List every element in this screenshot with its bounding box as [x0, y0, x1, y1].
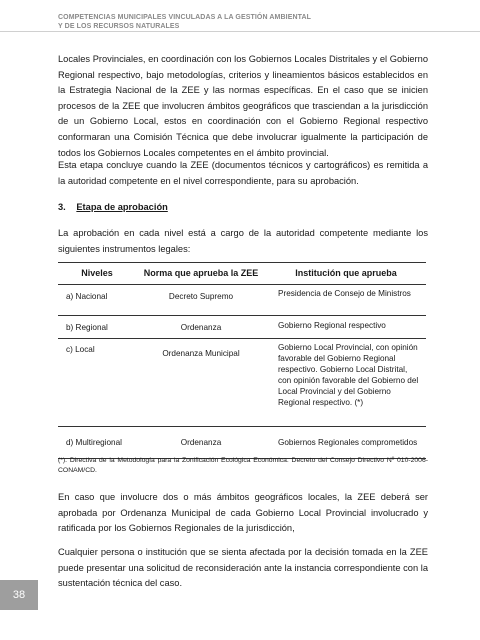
table-header-institution: Institución que aprueba	[266, 263, 426, 285]
table-cell-norm: Decreto Supremo	[136, 285, 266, 316]
table-row	[58, 285, 426, 316]
running-header-line1: COMPETENCIAS MUNICIPALES VINCULADAS A LA GESTIÓN AMBIENTAL	[58, 14, 312, 21]
section-number: 3.	[58, 202, 66, 212]
paragraph-4: En caso que involucre dos o más ámbitos geográficos locales, la ZEE deberá ser aprobada por Ordenanza Municipal de cada Gobierno Local Provincial involucrado y ratificada por los Gobiernos Regionales de la jurisdicción,	[58, 492, 428, 534]
table-header-levels: Niveles	[58, 263, 136, 285]
table-cell-norm: Ordenanza Municipal	[136, 339, 266, 427]
table-cell-institution: Gobierno Regional respectivo	[266, 316, 426, 339]
section-heading	[58, 200, 168, 215]
running-header	[58, 13, 438, 31]
table-footnote: (*). Directiva de la Metodología para la Zonificación Ecológica Económica. Decreto del Consejo Directivo Nº 010-2006-CONAM/CD.	[58, 457, 428, 474]
table-cell-institution: Presidencia de Consejo de Ministros	[266, 285, 426, 316]
table-header-norm: Norma que aprueba la ZEE	[136, 263, 266, 285]
paragraph-5: Cualquier persona o institución que se sienta afectada por la decisión tomada en la ZEE puede presentar una solicitud de reconsideración ante la instancia correspondiente con la sustentación técnica del caso.	[58, 547, 428, 589]
approval-levels-table	[58, 262, 426, 459]
table-cell-norm: Ordenanza	[136, 427, 266, 459]
paragraph-1: Locales Provinciales, en coordinación con los Gobiernos Locales Distritales y el Gobierno Regional respectivo, bajo metodologías, criterios y lineamientos básicos establecidos en la Estrategia Nacional de la ZEE y las normas específicas. En el caso que se inicien procesos de la ZEE que involucren ámbitos geográficos que trasciendan a la jurisdicción de un Gobierno Local, estos en coordinación con el Gobierno Regional respectivo conformaran una Comisión Técnica que debe involucrar igualmente la participación de todos los Gobiernos Locales competentes en el ámbito provincial.	[58, 54, 428, 158]
table-cell-level: a) Nacional	[58, 285, 136, 316]
table-row	[58, 427, 426, 459]
table-cell-level: d) Multiregional	[58, 427, 136, 459]
table-cell-level: b) Regional	[58, 316, 136, 339]
paragraph-3: La aprobación en cada nivel está a cargo de la autoridad competente mediante los siguientes instrumentos legales:	[58, 228, 428, 254]
table-cell-norm: Ordenanza	[136, 316, 266, 339]
section-title: Etapa de aprobación	[76, 202, 168, 212]
page-header	[0, 0, 480, 32]
paragraph-2: Esta etapa concluye cuando la ZEE (documentos técnicos y cartográficos) es remitida a la autoridad competente en el nivel correspondiente, para su aprobación.	[58, 160, 428, 186]
table-header-row	[58, 263, 426, 285]
table-cell-institution: Gobiernos Regionales comprometidos	[266, 427, 426, 459]
page-number: 38	[0, 580, 38, 610]
table-row	[58, 339, 426, 427]
table-cell-institution: Gobierno Local Provincial, con opinión favorable del Gobierno Regional respectivo. Gobierno Local Distrital, con opinión favorable del Gobierno del Local Provincial y del Gobierno Regional respectivo. (*)	[266, 339, 426, 427]
table-row	[58, 316, 426, 339]
running-header-line2: Y DE LOS RECURSOS NATURALES	[58, 23, 180, 30]
table-cell-level: c) Local	[58, 339, 136, 427]
